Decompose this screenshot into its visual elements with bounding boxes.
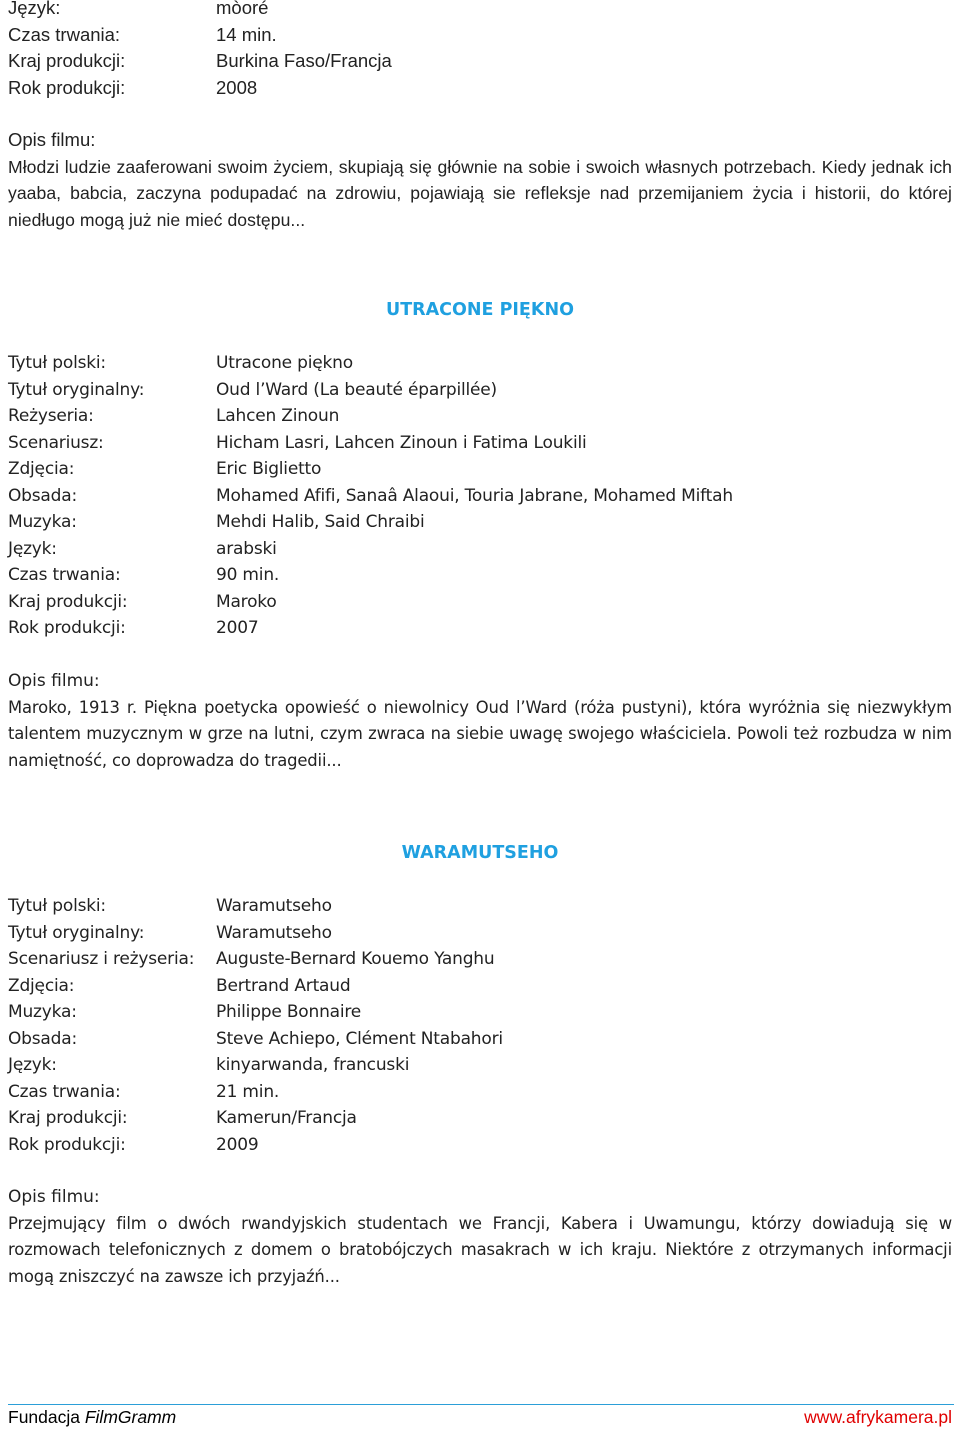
field-value: 2007 (216, 618, 259, 638)
field-label: Język: (8, 0, 61, 18)
field-value: Bertrand Artaud (216, 975, 351, 996)
film3-field (8, 893, 952, 920)
footer-divider (8, 1404, 954, 1405)
field-label: Tytuł oryginalny: (8, 922, 145, 943)
film3-field (8, 1105, 952, 1132)
field-value: kinyarwanda, francuski (216, 1055, 410, 1075)
footer-org-prefix: Fundacja (8, 1407, 85, 1427)
field-label: Zdjęcia: (8, 459, 75, 479)
film1-description-section (8, 127, 952, 233)
field-label: Czas trwania: (8, 23, 121, 45)
film3-field (8, 1052, 952, 1079)
film1-field-year (8, 75, 952, 102)
footer-organization (8, 1406, 176, 1428)
field-value: 2008 (216, 76, 258, 98)
field-value: Oud l’Ward (La beauté éparpillée) (216, 379, 497, 400)
footer-org-name: FilmGramm (84, 1407, 177, 1427)
film1-field-language (8, 0, 952, 22)
film3-description-section (8, 1184, 952, 1290)
field-label: Rok produkcji: (8, 76, 126, 98)
film3-field (8, 1026, 952, 1053)
field-value: 90 min. (216, 565, 280, 585)
film2-field (8, 377, 952, 404)
film3-field (8, 1132, 952, 1159)
field-value: Maroko (216, 591, 277, 612)
film2-field (8, 456, 952, 483)
field-label: Zdjęcia: (8, 975, 75, 996)
film1-details (8, 0, 952, 101)
field-label: Kraj produkcji: (8, 591, 128, 612)
field-label: Reżyseria: (8, 406, 94, 426)
field-label: Rok produkcji: (8, 1134, 126, 1155)
field-value: Lahcen Zinoun (216, 406, 340, 426)
field-value: Philippe Bonnaire (216, 1002, 362, 1022)
field-label: Muzyka: (8, 512, 77, 532)
opis-label: Opis filmu: (8, 671, 100, 691)
field-label: Obsada: (8, 1028, 77, 1049)
field-value: Steve Achiepo, Clément Ntabahori (216, 1028, 503, 1049)
field-label: Czas trwania: (8, 1081, 121, 1102)
film3-title: WARAMUTSEHO (401, 843, 559, 863)
film2-field (8, 350, 952, 377)
field-label: Tytuł oryginalny: (8, 379, 145, 400)
film1-field-duration (8, 22, 952, 49)
field-label: Obsada: (8, 485, 77, 506)
field-value: Auguste-Bernard Kouemo Yanghu (216, 949, 495, 969)
film2-field (8, 483, 952, 510)
field-label: Kraj produkcji: (8, 50, 126, 71)
field-value: Kamerun/Francja (216, 1108, 357, 1128)
field-value: Mohamed Afifi, Sanaâ Alaoui, Touria Jabrane, Mohamed Miftah (216, 485, 733, 506)
field-label: Rok produkcji: (8, 618, 126, 638)
film3-description: Przejmujący film o dwóch rwandyjskich studentach we Francji, Kabera i Uwamungu, którzy dowiadują się w rozmowach telefonicznych z domem o bratobójczych masakrach w ich kraju. Niektóre z otrzymanych informacji mogą zniszczyć na zawsze ich przyjaźń... (8, 1213, 952, 1286)
film2-details (8, 350, 952, 642)
field-value: mòoré (216, 0, 269, 18)
film3-field (8, 1079, 952, 1106)
film3-field (8, 973, 952, 1000)
film3-details (8, 893, 952, 1158)
field-value: 21 min. (216, 1081, 280, 1102)
film2-field (8, 430, 952, 457)
field-label: Tytuł polski: (8, 353, 106, 373)
field-value: Mehdi Halib, Said Chraibi (216, 512, 425, 532)
field-label: Język: (8, 1055, 57, 1075)
opis-label: Opis filmu: (8, 1187, 100, 1207)
film2-field (8, 509, 952, 536)
film3-field (8, 920, 952, 947)
field-label: Tytuł polski: (8, 896, 106, 916)
field-value: Burkina Faso/Francja (216, 50, 392, 71)
film2-field (8, 536, 952, 563)
field-label: Scenariusz: (8, 432, 104, 453)
film2-field (8, 589, 952, 616)
film1-description: Młodzi ludzie zaaferowani swoim życiem, skupiają się głównie na sobie i swoich własnych potrzebach. Kiedy jednak ich yaaba, babcia, zaczyna podupadać na zdrowiu, pojawiają sie refleksje nad przemijaniem życia i historii, do której niedługo mogą już nie mieć dostępu... (8, 156, 952, 230)
opis-label: Opis filmu: (8, 129, 96, 150)
field-value: 2009 (216, 1134, 259, 1155)
film2-field (8, 403, 952, 430)
field-label: Czas trwania: (8, 565, 121, 585)
field-value: arabski (216, 538, 277, 559)
field-label: Język: (8, 538, 57, 559)
field-label: Muzyka: (8, 1002, 77, 1022)
film2-description: Maroko, 1913 r. Piękna poetycka opowieść o niewolnicy Oud l’Ward (róża pustyni), która wyróżnia się niezwykłym talentem muzycznym w grze na lutni, czym zwraca na siebie uwagę swojego właściciela. Powoli też rozbudza w nim namiętność, co doprowadza do tragedii... (8, 697, 952, 770)
field-value: Utracone piękno (216, 353, 353, 373)
film2-title: UTRACONE PIĘKNO (386, 300, 574, 320)
film3-field (8, 999, 952, 1026)
film2-field (8, 562, 952, 589)
film2-field (8, 615, 952, 642)
field-label: Kraj produkcji: (8, 1108, 128, 1128)
field-value: Hicham Lasri, Lahcen Zinoun i Fatima Loukili (216, 432, 587, 453)
film3-field (8, 946, 952, 973)
film2-description-section (8, 668, 952, 774)
field-value: Waramutseho (216, 922, 332, 943)
field-value: Eric Biglietto (216, 459, 322, 479)
field-value: 14 min. (216, 23, 277, 45)
field-label: Scenariusz i reżyseria: (8, 949, 195, 969)
footer-website-link[interactable]: www.afrykamera.pl (804, 1407, 952, 1427)
film1-field-country (8, 48, 952, 75)
field-value: Waramutseho (216, 896, 332, 916)
